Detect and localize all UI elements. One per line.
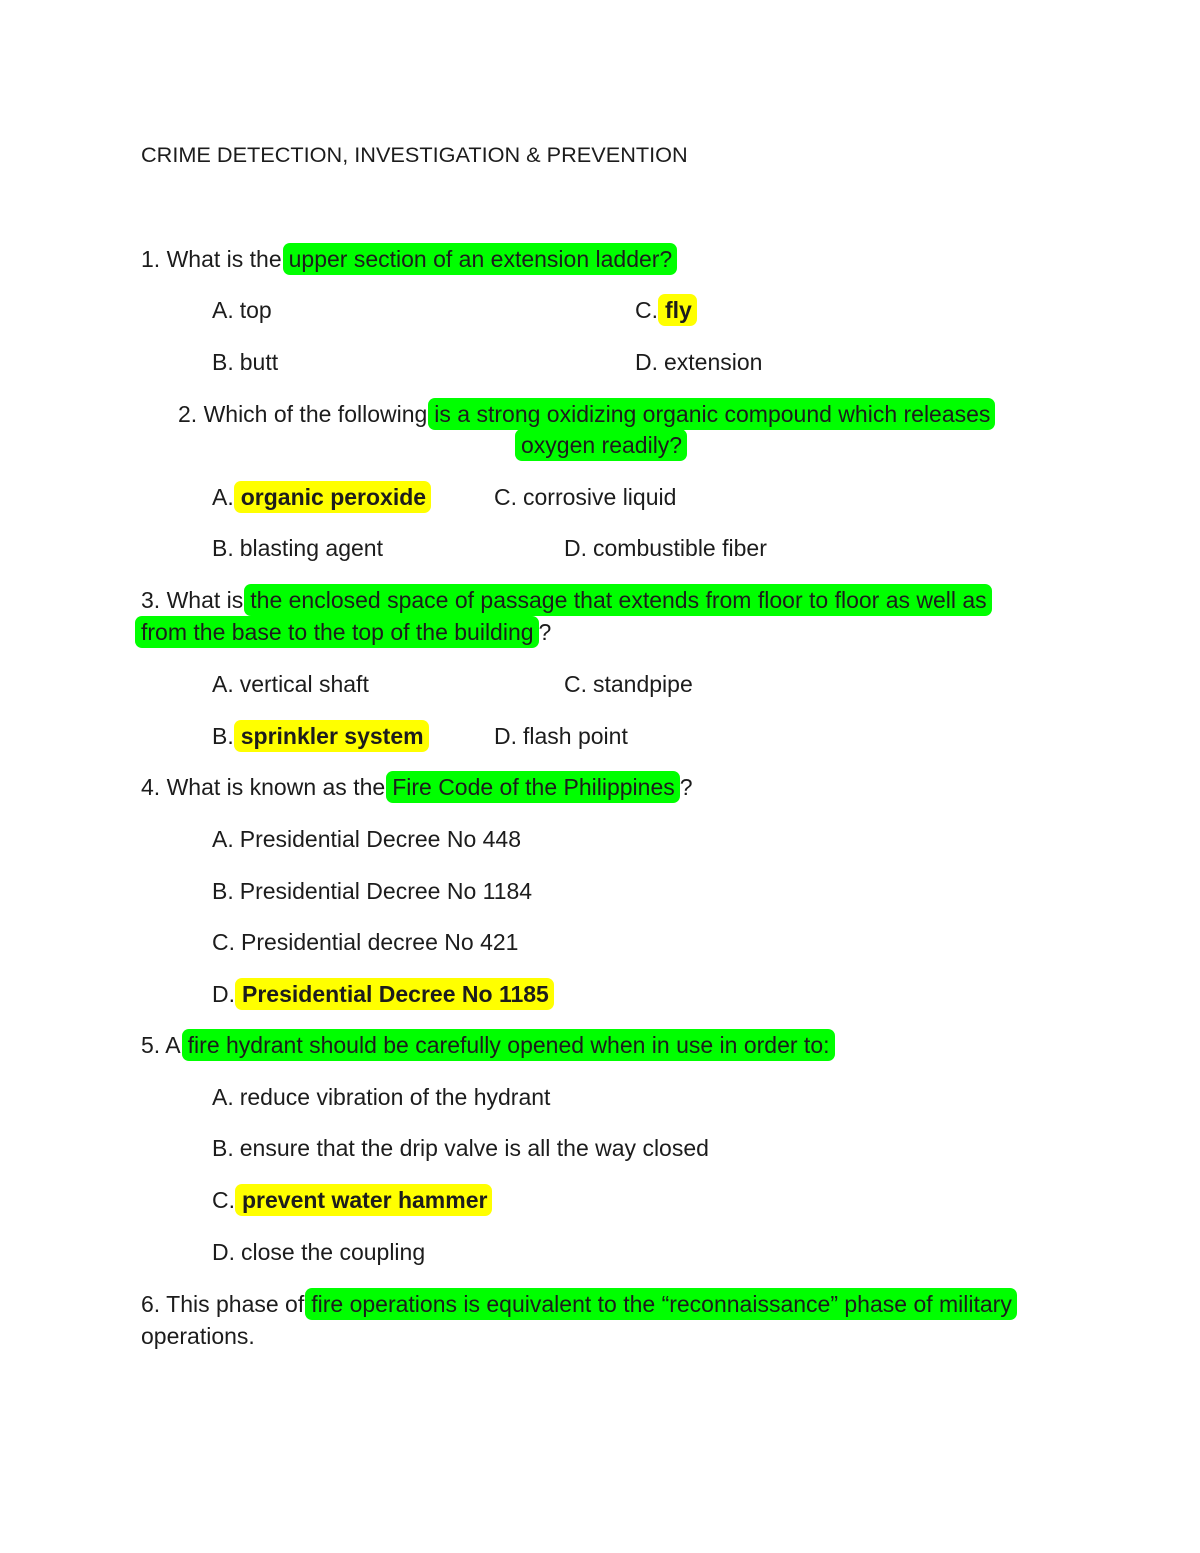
page-title: CRIME DETECTION, INVESTIGATION & PREVENTION bbox=[141, 142, 688, 167]
option-letter: D. bbox=[494, 723, 517, 749]
option-letter: B. bbox=[212, 723, 234, 749]
option-text: Presidential decree No 421 bbox=[241, 929, 519, 955]
option-letter: A. bbox=[212, 1084, 234, 1110]
question-2-option-a bbox=[212, 481, 431, 513]
question-5-stem-line-1 bbox=[141, 1029, 835, 1061]
option-text: Presidential Decree No 448 bbox=[239, 826, 522, 852]
option-text: corrosive liquid bbox=[523, 484, 677, 510]
answer-highlight: Presidential Decree No 1185 bbox=[235, 978, 554, 1010]
option-letter: B. bbox=[212, 1135, 234, 1161]
option-text: ensure that the drip valve is all the way closed bbox=[239, 1135, 709, 1161]
question-3-key-phrase-highlight-continued: from the base to the top of the building bbox=[135, 616, 539, 648]
option-letter: A. bbox=[212, 297, 234, 323]
option-letter: C. bbox=[635, 297, 658, 323]
question-6-stem-line-1 bbox=[141, 1288, 1017, 1320]
question-3-stem-end: ? bbox=[538, 619, 552, 645]
option-text: extension bbox=[664, 349, 763, 375]
option-letter: B. bbox=[212, 535, 234, 561]
option-letter: D. bbox=[212, 981, 235, 1007]
option-letter: A. bbox=[212, 826, 234, 852]
question-3-stem-line-2 bbox=[135, 616, 551, 648]
question-5-key-phrase-highlight: fire hydrant should be carefully opened when in use in order to: bbox=[182, 1029, 835, 1061]
question-2-option-d bbox=[564, 532, 767, 564]
option-text: vertical shaft bbox=[239, 671, 369, 697]
question-4-option-a bbox=[212, 823, 521, 855]
question-2-stem-line-1 bbox=[178, 398, 995, 430]
question-3-stem-line-1 bbox=[141, 584, 992, 616]
option-letter: D. bbox=[212, 1239, 235, 1265]
option-letter: C. bbox=[212, 1187, 235, 1213]
question-4-option-d bbox=[212, 978, 554, 1010]
answer-highlight: prevent water hammer bbox=[235, 1184, 492, 1216]
question-6-key-phrase-highlight: fire operations is equivalent to the “reconnaissance” phase of military bbox=[305, 1288, 1017, 1320]
question-2-stem-line-2 bbox=[515, 429, 687, 461]
question-2-stem-text: 2. Which of the following bbox=[178, 401, 428, 427]
option-text: Presidential Decree No 1184 bbox=[239, 878, 533, 904]
question-1-option-b bbox=[212, 346, 278, 378]
option-text: flash point bbox=[523, 723, 628, 749]
option-letter: D. bbox=[564, 535, 587, 561]
question-1-option-d bbox=[635, 346, 762, 378]
question-1-option-c bbox=[635, 294, 697, 326]
question-1-stem-text: 1. What is the bbox=[141, 246, 282, 272]
question-3-stem-text: 3. What is bbox=[141, 587, 244, 613]
question-4-key-phrase-highlight: Fire Code of the Philippines bbox=[386, 771, 680, 803]
answer-highlight: fly bbox=[658, 294, 697, 326]
question-4-option-c bbox=[212, 926, 518, 958]
question-4-stem-line-1 bbox=[141, 771, 693, 803]
question-5-option-d bbox=[212, 1236, 425, 1268]
question-3-option-d bbox=[494, 720, 628, 752]
option-text: blasting agent bbox=[239, 535, 383, 561]
option-letter: A. bbox=[212, 671, 234, 697]
option-letter: C. bbox=[564, 671, 587, 697]
question-2-key-phrase-highlight-continued: oxygen readily? bbox=[515, 429, 687, 461]
question-1-key-phrase-highlight: upper section of an extension ladder? bbox=[283, 243, 678, 275]
option-text: close the coupling bbox=[241, 1239, 426, 1265]
question-6-stem-line-2 bbox=[141, 1320, 255, 1352]
question-4-stem-end: ? bbox=[679, 774, 693, 800]
question-2-key-phrase-highlight: is a strong oxidizing organic compound which releases bbox=[428, 398, 995, 430]
option-letter: B. bbox=[212, 349, 234, 375]
option-letter: C. bbox=[494, 484, 517, 510]
option-text: standpipe bbox=[593, 671, 693, 697]
answer-highlight: sprinkler system bbox=[234, 720, 429, 752]
question-6-stem-text: 6. This phase of bbox=[141, 1291, 305, 1317]
question-3-option-b bbox=[212, 720, 429, 752]
question-1-option-a bbox=[212, 294, 272, 326]
option-text: butt bbox=[239, 349, 279, 375]
question-6-stem-end: operations. bbox=[141, 1323, 255, 1349]
question-5-option-c bbox=[212, 1184, 492, 1216]
question-4-stem-text: 4. What is known as the bbox=[141, 774, 386, 800]
option-letter: D. bbox=[635, 349, 658, 375]
option-text: reduce vibration of the hydrant bbox=[239, 1084, 551, 1110]
option-letter: A. bbox=[212, 484, 234, 510]
question-2-option-b bbox=[212, 532, 383, 564]
question-3-option-c bbox=[564, 668, 693, 700]
question-2-option-c bbox=[494, 481, 676, 513]
option-text: top bbox=[239, 297, 272, 323]
question-5-option-a bbox=[212, 1081, 550, 1113]
question-3-key-phrase-highlight: the enclosed space of passage that extends from floor to floor as well as bbox=[244, 584, 991, 616]
question-1-stem-line-1 bbox=[141, 243, 677, 275]
option-text: combustible fiber bbox=[593, 535, 767, 561]
option-letter: C. bbox=[212, 929, 235, 955]
question-4-option-b bbox=[212, 875, 532, 907]
question-5-option-b bbox=[212, 1132, 709, 1164]
answer-highlight: organic peroxide bbox=[234, 481, 431, 513]
question-5-stem-text: 5. A bbox=[141, 1032, 181, 1058]
option-letter: B. bbox=[212, 878, 234, 904]
question-3-option-a bbox=[212, 668, 369, 700]
